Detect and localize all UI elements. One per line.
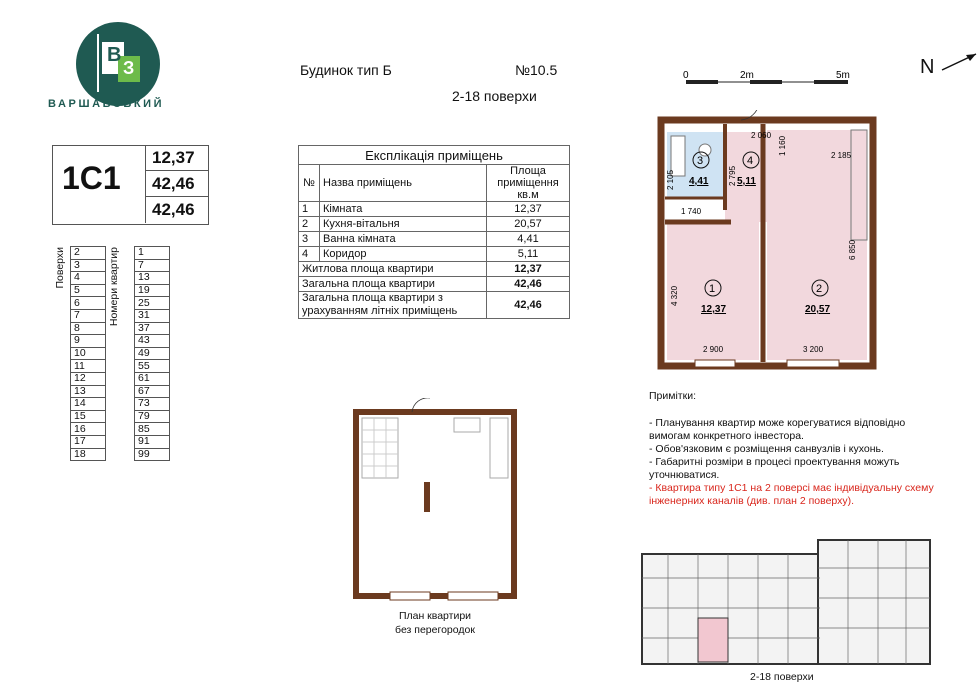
total-area: 42,46 bbox=[487, 292, 570, 319]
notes-title: Примітки: bbox=[649, 390, 696, 402]
total-row bbox=[299, 292, 570, 319]
area-living: 12,37 bbox=[146, 145, 208, 171]
room-no: 1 bbox=[299, 202, 320, 217]
apartment-plan bbox=[655, 110, 885, 380]
room-name: Коридор bbox=[320, 247, 487, 262]
note-warning: - Квартира типу 1С1 на 2 поверсі має індивідуальну схему інженерних каналів (див. план 2 поверху). bbox=[649, 482, 934, 507]
floor-cell: 14 bbox=[71, 398, 106, 411]
apartment-cell: 43 bbox=[135, 335, 170, 348]
apartment-cell: 91 bbox=[135, 435, 170, 448]
scale-2m: 2m bbox=[740, 70, 754, 81]
room-1-area: 12,37 bbox=[701, 304, 727, 315]
north-label: N bbox=[920, 56, 935, 78]
total-area: 12,37 bbox=[487, 262, 570, 277]
floor-cell: 3 bbox=[71, 259, 106, 272]
apartment-code: 1С1 bbox=[62, 160, 121, 196]
room-1-no: 1 bbox=[709, 283, 716, 295]
floors-range: 2-18 поверхи bbox=[452, 88, 537, 104]
col-name: Назва приміщень bbox=[320, 165, 487, 202]
room-area: 4,41 bbox=[487, 232, 570, 247]
scale-5m: 5m bbox=[836, 70, 850, 81]
total-name: Загальна площа квартири bbox=[299, 277, 487, 292]
room-area: 5,11 bbox=[487, 247, 570, 262]
open-plan-caption bbox=[355, 609, 515, 637]
explication-table bbox=[298, 145, 570, 319]
floor-plan-thumbnail bbox=[638, 538, 934, 668]
dim-2795: 2 795 bbox=[728, 165, 737, 186]
apartment-cell: 37 bbox=[135, 322, 170, 335]
logo-letter-v: В bbox=[107, 44, 122, 66]
floor-cell: 10 bbox=[71, 347, 106, 360]
room-name: Кімната bbox=[320, 202, 487, 217]
floors-label: Поверхи bbox=[54, 246, 66, 289]
scale-bar bbox=[678, 68, 858, 90]
col-area: Площа приміщення кв.м bbox=[487, 165, 570, 202]
apartment-cell: 73 bbox=[135, 398, 170, 411]
apartment-cell: 55 bbox=[135, 360, 170, 373]
room-row bbox=[299, 232, 570, 247]
open-plan-caption-1: План квартири bbox=[398, 610, 472, 622]
dim-3200: 3 200 bbox=[803, 345, 824, 354]
total-area: 42,46 bbox=[487, 277, 570, 292]
area-total: 42,46 bbox=[146, 171, 208, 197]
total-row bbox=[299, 262, 570, 277]
notes bbox=[649, 390, 949, 508]
note-2: - Обов'язковим є розміщення санвузлів і кухонь. bbox=[649, 443, 884, 455]
room-no: 2 bbox=[299, 217, 320, 232]
apartment-cell: 1 bbox=[135, 247, 170, 260]
area-total-summer: 42,46 bbox=[152, 200, 195, 219]
apartment-cell: 25 bbox=[135, 297, 170, 310]
floor-cell: 18 bbox=[71, 448, 106, 461]
scale-0: 0 bbox=[683, 70, 689, 81]
room-area: 20,57 bbox=[487, 217, 570, 232]
room-3-no: 3 bbox=[697, 155, 704, 167]
apartment-cell: 7 bbox=[135, 259, 170, 272]
apartment-cell: 85 bbox=[135, 423, 170, 436]
floor-cell: 17 bbox=[71, 435, 106, 448]
room-3-area: 4,41 bbox=[689, 176, 709, 187]
floor-cell: 16 bbox=[71, 423, 106, 436]
floor-cell: 7 bbox=[71, 309, 106, 322]
room-no: 4 bbox=[299, 247, 320, 262]
apartment-cell: 61 bbox=[135, 372, 170, 385]
building-number: №10.5 bbox=[515, 62, 558, 78]
logo-letter-z: З bbox=[123, 58, 135, 78]
brand-name: ВАРШАВСЬКИЙ bbox=[48, 98, 165, 110]
floor-cell: 8 bbox=[71, 322, 106, 335]
floor-apartment-table bbox=[52, 246, 170, 461]
floor-plan-caption: 2-18 поверхи bbox=[750, 671, 814, 683]
floor-cell: 4 bbox=[71, 272, 106, 285]
room-area: 12,37 bbox=[487, 202, 570, 217]
floor-cell: 11 bbox=[71, 360, 106, 373]
floor-cell: 6 bbox=[71, 297, 106, 310]
floor-cell: 12 bbox=[71, 372, 106, 385]
room-no: 3 bbox=[299, 232, 320, 247]
apartment-cell: 99 bbox=[135, 448, 170, 461]
apartment-cell: 79 bbox=[135, 410, 170, 423]
floor-row bbox=[52, 247, 170, 260]
room-2-area: 20,57 bbox=[805, 304, 831, 315]
apartment-cell: 19 bbox=[135, 284, 170, 297]
apartments-label: Номери квартир bbox=[108, 246, 120, 326]
apartment-cell: 49 bbox=[135, 347, 170, 360]
floor-cell: 9 bbox=[71, 335, 106, 348]
room-name: Ванна кімната bbox=[320, 232, 487, 247]
room-4-area: 5,11 bbox=[737, 176, 756, 187]
room-row bbox=[299, 217, 570, 232]
room-name: Кухня-вітальня bbox=[320, 217, 487, 232]
dim-2900: 2 900 bbox=[703, 345, 724, 354]
logo-circle bbox=[76, 22, 160, 106]
explication-title: Експлікація приміщень bbox=[299, 146, 570, 165]
note-1: - Планування квартир може корегуватися відповідно вимогам конкретного інвестора. bbox=[649, 417, 906, 442]
col-no: № bbox=[299, 165, 320, 202]
floor-cell: 2 bbox=[71, 247, 106, 260]
room-2-no: 2 bbox=[816, 283, 823, 295]
room-4-no: 4 bbox=[747, 155, 754, 167]
apartment-cell: 31 bbox=[135, 309, 170, 322]
total-name: Житлова площа квартири bbox=[299, 262, 487, 277]
total-name: Загальна площа квартири з урахуванням літніх приміщень bbox=[299, 292, 487, 319]
apartment-cell: 13 bbox=[135, 272, 170, 285]
dim-4320: 4 320 bbox=[670, 285, 679, 306]
north-arrow-icon bbox=[940, 50, 977, 76]
total-row bbox=[299, 277, 570, 292]
open-plan bbox=[350, 398, 520, 603]
note-3: - Габаритні розміри в процесі проектування можуть уточнюватися. bbox=[649, 456, 900, 481]
dim-6850: 6 850 bbox=[848, 239, 857, 260]
dim-2185: 2 185 bbox=[831, 151, 852, 160]
dim-2105: 2 105 bbox=[666, 169, 675, 190]
dim-1160: 1 160 bbox=[778, 135, 787, 156]
floor-cell: 13 bbox=[71, 385, 106, 398]
room-row bbox=[299, 202, 570, 217]
dim-2060: 2 060 bbox=[751, 131, 772, 140]
room-row bbox=[299, 247, 570, 262]
building-type: Будинок тип Б bbox=[300, 62, 392, 78]
open-plan-caption-2: без перегородок bbox=[395, 624, 475, 636]
apartment-cell: 67 bbox=[135, 385, 170, 398]
floor-cell: 5 bbox=[71, 284, 106, 297]
apartment-areas bbox=[145, 145, 208, 223]
dim-1740: 1 740 bbox=[681, 207, 702, 216]
floor-cell: 15 bbox=[71, 410, 106, 423]
